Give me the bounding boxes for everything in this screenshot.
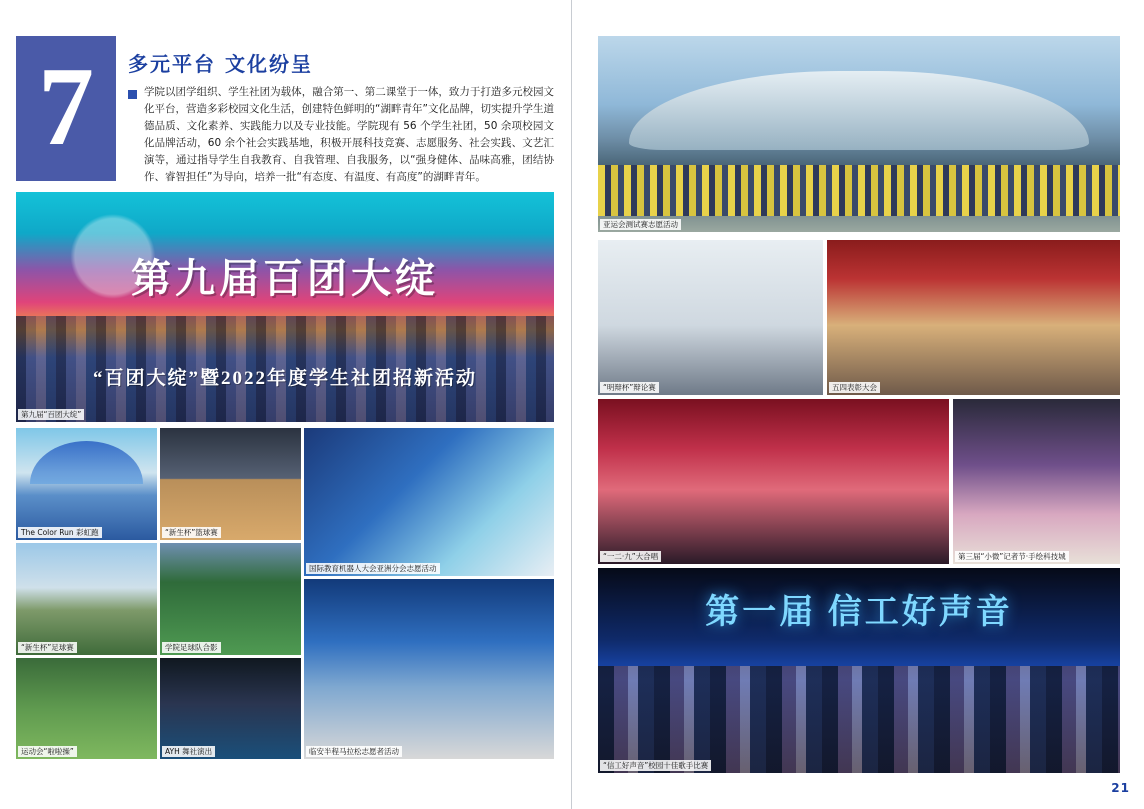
photo-football-team [160,543,301,655]
photo-caption: 第九届“百团大绽” [18,409,84,420]
photo-asian-games-volunteer [598,36,1120,232]
photo-caption: “信工好声音”校园十佳歌手比赛 [600,760,711,771]
photo-caption: “新生杯”足球赛 [18,642,77,653]
photo-performers-texture [598,666,1120,773]
photo-club-festival [16,192,554,422]
photo-ayh-dance [160,658,301,759]
photo-caption: 第三届“小微”记者节·手绘科技城 [955,551,1069,562]
photo-caption: AYH 舞社演出 [162,746,215,757]
left-page [0,0,571,809]
photo-caption: The Color Run 彩虹跑 [18,527,102,538]
photo-color-run [16,428,157,540]
photo-robot-conference [304,428,554,576]
photo-caption: 国际教育机器人大会亚洲分会志愿活动 [306,563,440,574]
photo-cheer-dance [16,658,157,759]
bullet-square-icon [128,90,137,99]
photo-marathon-volunteer [304,579,554,759]
photo-caption: 运动会“啦啦操” [18,746,77,757]
photo-subline-text: “百团大绽”暨2022年度学生社团招新活动 [92,367,477,389]
page-title: 多元平台 文化纷呈 [128,52,313,76]
photo-caption: “明辩杯”辩论赛 [600,382,659,393]
page-number-text: 21 [1111,781,1130,795]
photo-volunteer-row-texture [598,165,1120,216]
photo-basketball [160,428,301,540]
section-number-text: 7 [38,44,94,169]
photo-debate-contest [598,240,823,395]
photo-caption: 亚运会测试赛志愿活动 [600,219,681,230]
right-page [572,0,1144,809]
photo-overlay-text: 第一届 信工好声音 [705,594,1013,632]
photo-caption: “一二·九”大合唱 [600,551,661,562]
photo-reporter-festival [953,399,1120,564]
photo-chorus-contest [598,399,949,564]
photo-freshman-football [16,543,157,655]
photo-caption: “新生杯”篮球赛 [162,527,221,538]
section-body-text: 学院以团学组织、学生社团为载体，融合第一、第二课堂于一体，致力于打造多元校园文化平台，营造多彩校园文化生活，创建特色鲜明的“湖畔青年”文化品牌，切实提升学生道德品质、文化素养、实践能力以及专业技能。学院现有 56 个学生社团，50 余项校园文化品牌活动，60 余个社会实践基地，积极开展科技竞赛、志愿服务、社会实践、文艺汇演等，通过指导学生自我教育、自我管理、自我服务，以“强身健体、品味高雅，团结协作、睿智担任”为导向，培养一批“有态度、有温度、有高度”的湖畔青年。 [144,86,554,183]
photo-headline-text: 第九届百团大绽 [131,256,439,302]
photo-caption: 学院足球队合影 [162,642,221,653]
photo-caption: 五四表彰大会 [829,382,880,393]
photo-caption: 临安半程马拉松志愿者活动 [306,746,402,757]
page-number [1111,781,1130,795]
photo-may-fourth-award [827,240,1120,395]
photo-singing-contest [598,568,1120,773]
section-number-badge [16,36,116,181]
